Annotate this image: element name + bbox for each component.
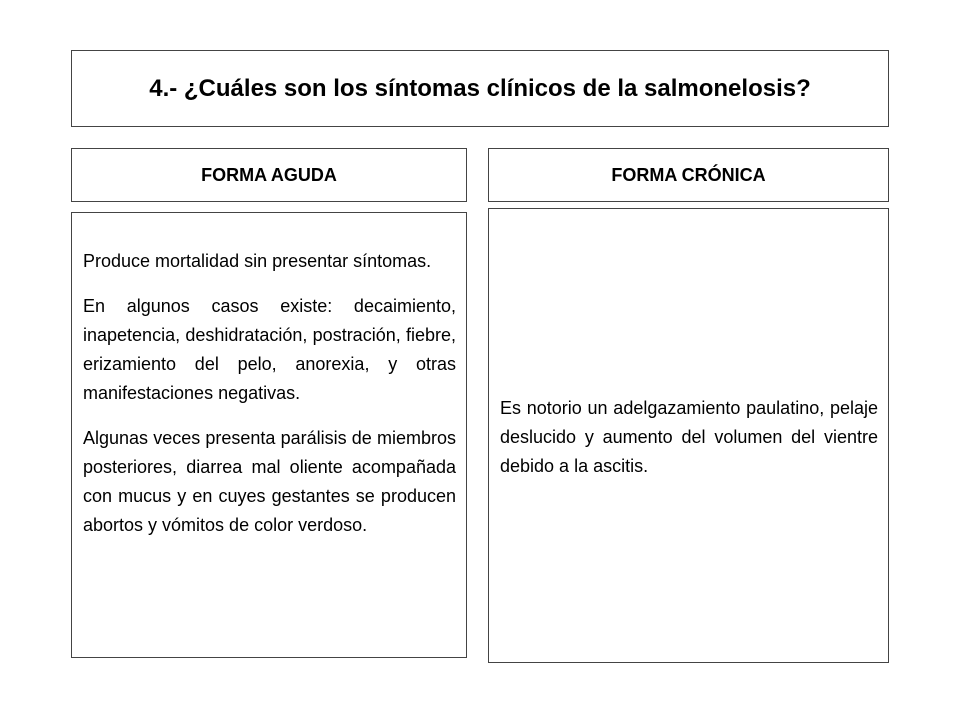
- chronic-paragraph: Es notorio un adelgazamiento paulatino, pelaje deslucido y aumento del volumen del vientre debido a la ascitis.: [500, 398, 878, 476]
- title-box: [71, 50, 889, 127]
- header-chronic-form-label: FORMA CRÓNICA: [611, 164, 766, 185]
- header-acute-form: [71, 148, 467, 202]
- acute-paragraph: Produce mortalidad sin presentar síntomas.: [83, 251, 432, 271]
- acute-paragraph: En algunos casos existe: decaimiento, inapetencia, deshidratación, postración, fiebre, erizamiento del pelo, anorexia, y otras manifestaciones negativas.: [83, 296, 456, 403]
- header-chronic-form: [488, 148, 889, 202]
- header-acute-form-label: FORMA AGUDA: [201, 164, 337, 185]
- acute-paragraph: Algunas veces presenta parálisis de miembros posteriores, diarrea mal oliente acompañada con mucus y en cuyes gestantes se producen abortos y vómitos de color verdoso.: [83, 428, 456, 535]
- page-title: 4.- ¿Cuáles son los síntomas clínicos de la salmonelosis?: [149, 74, 811, 102]
- acute-form-content: [71, 212, 467, 658]
- chronic-form-content: [488, 208, 889, 663]
